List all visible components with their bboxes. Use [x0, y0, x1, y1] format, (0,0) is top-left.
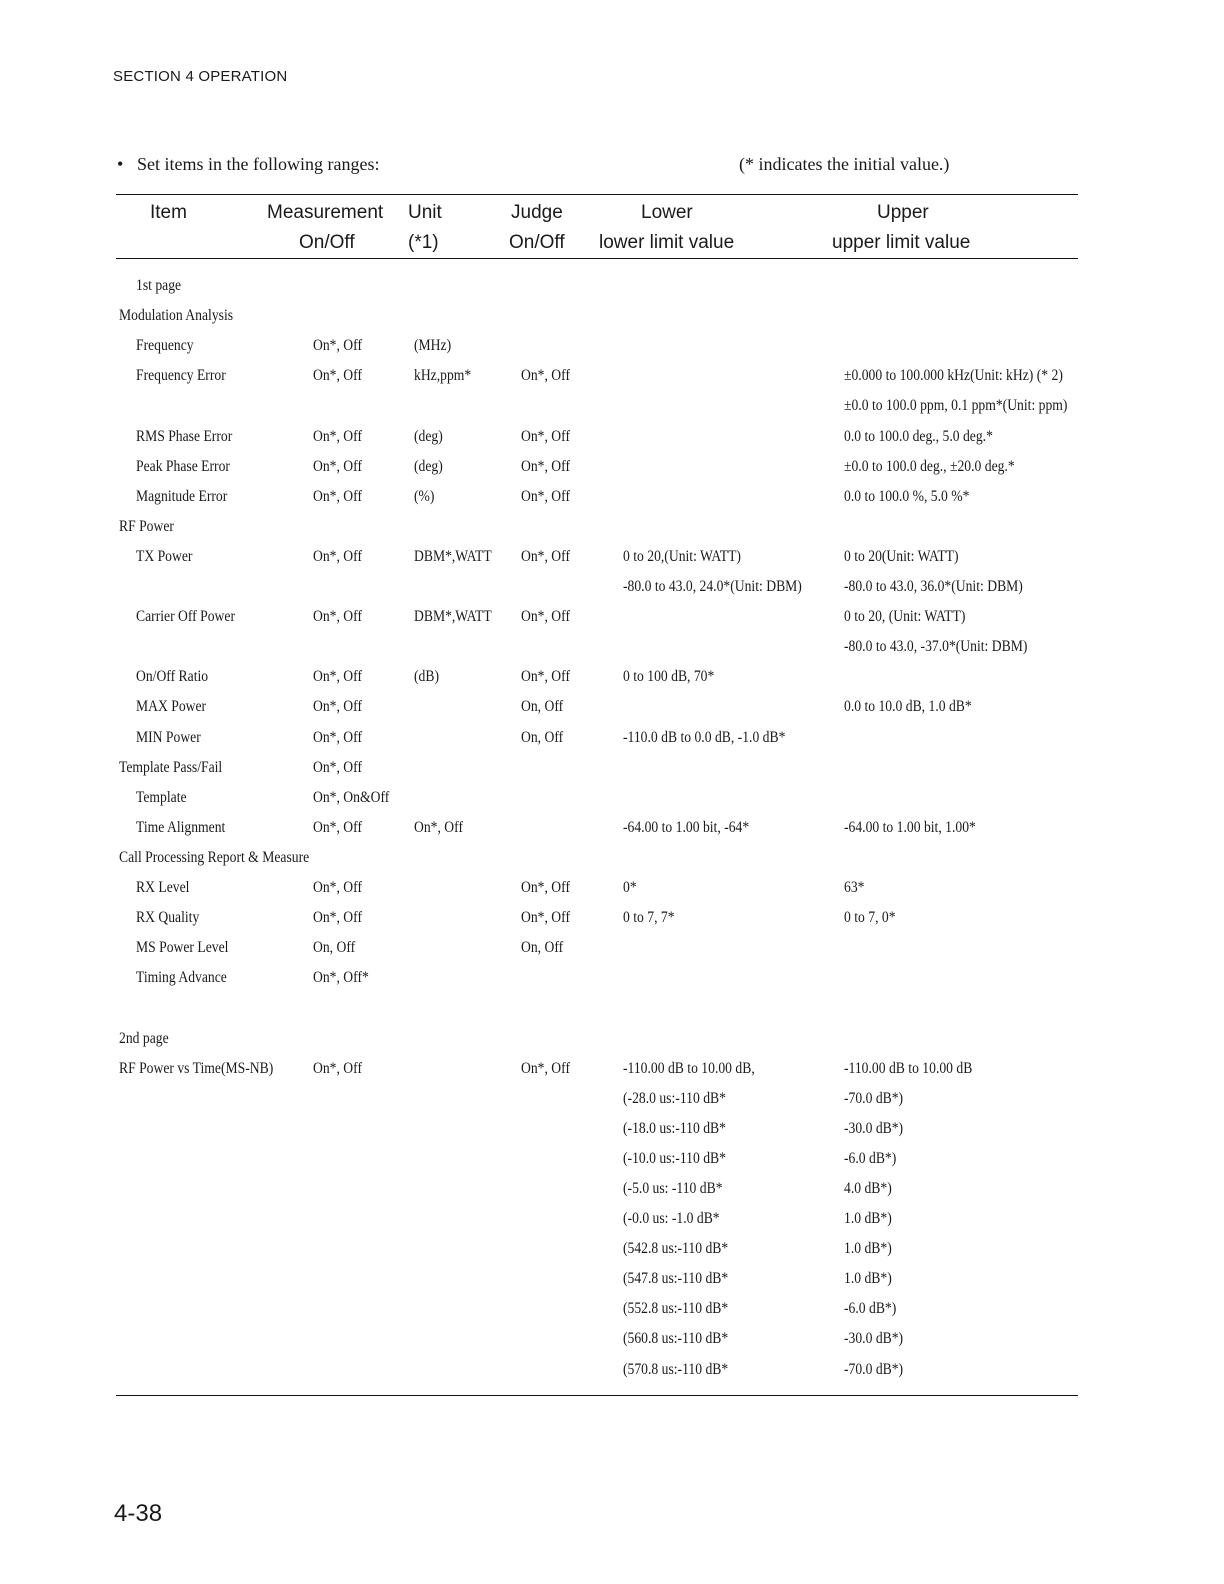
cell-unit: (deg)	[414, 428, 443, 445]
cell-unit: DBM*,WATT	[414, 608, 492, 625]
cell-measurement: On*, Off	[313, 458, 363, 475]
cell-lower: 0 to 20,(Unit: WATT)	[623, 548, 741, 565]
cell-upper: ±0.0 to 100.0 deg., ±20.0 deg.*	[844, 458, 1015, 475]
cell-upper: -70.0 dB*)	[844, 1361, 904, 1378]
cell-upper: 4.0 dB*)	[844, 1180, 892, 1197]
cell-upper: -80.0 to 43.0, -37.0*(Unit: DBM)	[844, 638, 1028, 655]
cell-upper: -30.0 dB*)	[844, 1330, 904, 1347]
header-unit: Unit	[408, 202, 442, 223]
bullet: •	[117, 154, 124, 174]
header-upper: Upper	[877, 202, 929, 223]
cell-lower: (560.8 us:-110 dB*	[623, 1330, 729, 1347]
cell-judge: On, Off	[521, 939, 564, 956]
cell-upper: 0 to 20(Unit: WATT)	[844, 548, 959, 565]
header-judge-sub: On/Off	[509, 232, 565, 253]
cell-item: MS Power Level	[136, 939, 229, 956]
cell-lower: (552.8 us:-110 dB*	[623, 1300, 729, 1317]
cell-upper: -80.0 to 43.0, 36.0*(Unit: DBM)	[844, 578, 1023, 595]
cell-item: RF Power vs Time(MS-NB)	[119, 1060, 274, 1077]
cell-judge: On*, Off	[521, 488, 571, 505]
cell-unit: On*, Off	[414, 819, 464, 836]
cell-measurement: On*, Off	[313, 337, 363, 354]
cell-item: Modulation Analysis	[119, 307, 234, 324]
cell-judge: On*, Off	[521, 458, 571, 475]
cell-upper: -70.0 dB*)	[844, 1090, 904, 1107]
page-number: 4-38	[114, 1500, 163, 1527]
cell-upper: 0.0 to 10.0 dB, 1.0 dB*	[844, 698, 972, 715]
cell-judge: On, Off	[521, 698, 564, 715]
cell-lower: (-5.0 us: -110 dB*	[623, 1180, 723, 1197]
cell-item: Template	[136, 789, 187, 806]
cell-unit: (dB)	[414, 668, 440, 685]
cell-lower: (570.8 us:-110 dB*	[623, 1361, 729, 1378]
cell-item: Timing Advance	[136, 969, 227, 986]
cell-item: Peak Phase Error	[136, 458, 230, 475]
cell-lower: 0 to 100 dB, 70*	[623, 668, 715, 685]
cell-item: Frequency Error	[136, 367, 226, 384]
cell-upper: 1.0 dB*)	[844, 1270, 892, 1287]
cell-judge: On*, Off	[521, 909, 571, 926]
cell-upper: -6.0 dB*)	[844, 1150, 897, 1167]
header-lower: Lower	[641, 202, 693, 223]
cell-upper: 0.0 to 100.0 deg., 5.0 deg.*	[844, 428, 993, 445]
header-judge: Judge	[511, 202, 563, 223]
cell-item: RMS Phase Error	[136, 428, 233, 445]
header-upper-sub: upper limit value	[832, 232, 971, 253]
cell-upper: ±0.0 to 100.0 ppm, 0.1 ppm*(Unit: ppm)	[844, 397, 1068, 414]
cell-measurement: On, Off	[313, 939, 356, 956]
cell-item: RX Quality	[136, 909, 200, 926]
cell-measurement: On*, Off	[313, 488, 363, 505]
cell-item: Time Alignment	[136, 819, 226, 836]
cell-lower: 0 to 7, 7*	[623, 909, 675, 926]
cell-judge: On*, Off	[521, 548, 571, 565]
cell-upper: -64.00 to 1.00 bit, 1.00*	[844, 819, 976, 836]
cell-upper: 1.0 dB*)	[844, 1210, 892, 1227]
cell-unit: (%)	[414, 488, 435, 505]
cell-lower: (-18.0 us:-110 dB*	[623, 1120, 726, 1137]
cell-measurement: On*, Off	[313, 819, 363, 836]
cell-item: RF Power	[119, 518, 174, 535]
header-unit-sub: (*1)	[408, 232, 439, 253]
table-bottom-rule	[116, 1395, 1078, 1396]
cell-judge: On*, Off	[521, 608, 571, 625]
cell-lower: (-10.0 us:-110 dB*	[623, 1150, 726, 1167]
cell-upper: -6.0 dB*)	[844, 1300, 897, 1317]
initial-value-note: (* indicates the initial value.)	[739, 154, 950, 174]
cell-upper: -30.0 dB*)	[844, 1120, 904, 1137]
cell-measurement: On*, Off	[313, 698, 363, 715]
cell-judge: On, Off	[521, 729, 564, 746]
section-header: SECTION 4 OPERATION	[113, 68, 288, 85]
cell-lower: (542.8 us:-110 dB*	[623, 1240, 729, 1257]
cell-upper: 1.0 dB*)	[844, 1240, 892, 1257]
cell-item: MAX Power	[136, 698, 207, 715]
cell-upper: 0.0 to 100.0 %, 5.0 %*	[844, 488, 970, 505]
cell-upper: 0 to 7, 0*	[844, 909, 896, 926]
header-measurement: Measurement	[267, 202, 384, 223]
intro-text: Set items in the following ranges:	[137, 154, 380, 174]
cell-item: RX Level	[136, 879, 190, 896]
cell-unit: DBM*,WATT	[414, 548, 492, 565]
cell-measurement: On*, On&Off	[313, 789, 390, 806]
cell-lower: (-28.0 us:-110 dB*	[623, 1090, 726, 1107]
cell-measurement: On*, Off	[313, 367, 363, 384]
cell-item: 2nd page	[119, 1030, 169, 1047]
cell-measurement: On*, Off	[313, 909, 363, 926]
header-item: Item	[150, 202, 187, 223]
cell-upper: 63*	[844, 879, 865, 896]
header-lower-sub: lower limit value	[599, 232, 735, 253]
cell-judge: On*, Off	[521, 1060, 571, 1077]
cell-lower: (-0.0 us: -1.0 dB*	[623, 1210, 720, 1227]
cell-item: On/Off Ratio	[136, 668, 209, 685]
cell-measurement: On*, Off	[313, 759, 363, 776]
cell-measurement: On*, Off	[313, 548, 363, 565]
cell-item: Call Processing Report & Measure	[119, 849, 310, 866]
intro-line	[117, 154, 379, 175]
cell-upper: -110.00 dB to 10.00 dB	[844, 1060, 973, 1077]
cell-item: TX Power	[136, 548, 193, 565]
cell-measurement: On*, Off	[313, 1060, 363, 1077]
table-header-rule	[116, 258, 1078, 259]
cell-measurement: On*, Off	[313, 608, 363, 625]
cell-lower: -110.00 dB to 10.00 dB,	[623, 1060, 755, 1077]
header-measurement-sub: On/Off	[299, 232, 355, 253]
cell-upper: 0 to 20, (Unit: WATT)	[844, 608, 966, 625]
cell-lower: (547.8 us:-110 dB*	[623, 1270, 729, 1287]
cell-measurement: On*, Off	[313, 729, 363, 746]
cell-lower: 0*	[623, 879, 637, 896]
cell-item: Carrier Off Power	[136, 608, 235, 625]
cell-unit: kHz,ppm*	[414, 367, 472, 384]
table-top-rule	[116, 194, 1078, 195]
cell-judge: On*, Off	[521, 367, 571, 384]
cell-judge: On*, Off	[521, 428, 571, 445]
cell-measurement: On*, Off	[313, 428, 363, 445]
cell-measurement: On*, Off*	[313, 969, 369, 986]
cell-measurement: On*, Off	[313, 668, 363, 685]
cell-item: MIN Power	[136, 729, 201, 746]
cell-unit: (MHz)	[414, 337, 452, 354]
cell-item: Magnitude Error	[136, 488, 228, 505]
cell-upper: ±0.000 to 100.000 kHz(Unit: kHz) (* 2)	[844, 367, 1063, 384]
cell-judge: On*, Off	[521, 668, 571, 685]
cell-judge: On*, Off	[521, 879, 571, 896]
cell-lower: -64.00 to 1.00 bit, -64*	[623, 819, 750, 836]
cell-unit: (deg)	[414, 458, 443, 475]
cell-item: 1st page	[136, 277, 182, 294]
cell-lower: -110.0 dB to 0.0 dB, -1.0 dB*	[623, 729, 786, 746]
cell-item: Frequency	[136, 337, 194, 354]
cell-measurement: On*, Off	[313, 879, 363, 896]
cell-lower: -80.0 to 43.0, 24.0*(Unit: DBM)	[623, 578, 802, 595]
cell-item: Template Pass/Fail	[119, 759, 223, 776]
